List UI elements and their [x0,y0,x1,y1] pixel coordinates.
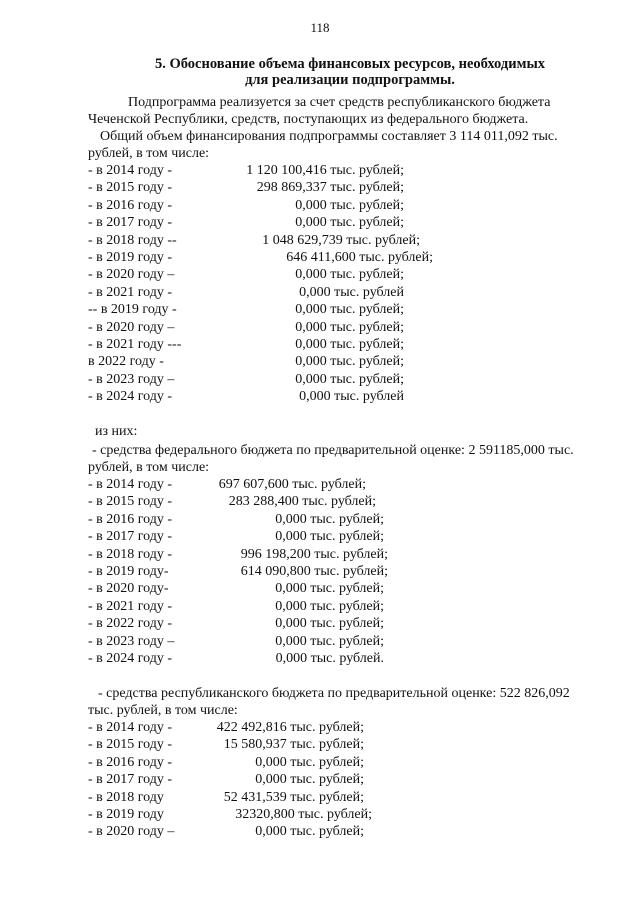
heading-line-1: 5. Обоснование объема финансовых ресурсов, необходимых [154,56,546,72]
year-label: - в 2023 году – [88,633,175,649]
year-label: в 2022 году - [88,354,164,370]
republic-intro-line-1: - средства республиканского бюджета по предварительной оценке: 522 826,092 [98,686,570,701]
amount-value: 1 120 100,416 тыс. рублей; [246,163,404,178]
amount-value: 15 580,937 тыс. рублей; [223,737,364,753]
year-label: - в 2019 году [88,806,164,822]
year-label: - в 2021 году - [88,598,173,614]
year-label: - в 2017 году - [88,529,173,545]
amount-value: 1 048 629,739 тыс. рублей; [262,232,420,248]
amount-value: 0,000 тыс. рублей; [295,215,404,231]
intro-line-2: Чеченской Республики, средств, поступающих из федерального бюджета. [88,112,529,127]
year-label: - в 2014 году - [88,477,173,492]
year-label: - в 2023 году – [88,371,175,387]
amount-value: 0,000 тыс. рублей; [255,772,364,788]
year-label: - в 2016 году - [88,754,173,770]
year-label: - в 2024 году - [88,650,173,666]
year-label: - в 2020 году – [88,824,175,840]
year-label: - в 2021 году --- [88,336,182,352]
amount-value: 0,000 тыс. рублей; [295,319,404,335]
year-label: - в 2018 году [88,789,164,805]
year-label: - в 2020 году- [88,581,169,597]
year-label: - в 2015 году - [88,180,173,196]
intro-line-4: рублей, в том числе: [88,146,210,161]
amount-value: 0,000 тыс. рублей; [295,336,404,352]
amount-value: 0,000 тыс. рублей; [255,824,364,840]
amount-value: 0,000 тыс. рублей [299,389,404,405]
amount-value: 0,000 тыс. рублей; [275,511,384,527]
year-label: - в 2017 году - [88,215,173,231]
year-label: - в 2020 году – [88,319,175,335]
amount-value: 0,000 тыс. рублей; [295,197,404,213]
page-number: 118 [310,20,330,35]
amount-value: 0,000 тыс. рублей; [275,598,384,614]
amount-value: 422 492,816 тыс. рублей; [216,720,364,735]
year-label: - в 2019 году- [88,563,169,579]
amount-value: 0,000 тыс. рублей; [295,354,404,370]
year-label: - в 2017 году - [88,772,173,788]
amount-value: 0,000 тыс. рублей; [295,371,404,387]
year-label: - в 2018 году -- [88,232,177,248]
year-label: - в 2020 году – [88,267,175,283]
federal-intro-line-2: рублей, в том числе: [88,460,210,475]
year-label: - в 2016 году - [88,511,173,527]
section-heading [0,56,640,88]
amount-value: 0,000 тыс. рублей; [275,616,384,632]
amount-value: 646 411,600 тыс. рублей; [286,249,433,265]
year-label: - в 2016 году - [88,197,173,213]
republic-intro-line-2: тыс. рублей, в том числе: [88,703,238,718]
amount-value: 0,000 тыс. рублей. [275,650,384,666]
year-label: -- в 2019 году - [88,302,177,318]
intro-line-1: Подпрограмма реализуется за счет средств республиканского бюджета [128,95,551,110]
amount-value: 0,000 тыс. рублей; [275,633,384,649]
intro-line-3: Общий объем финансирования подпрограммы составляет 3 114 011,092 тыс. [100,129,558,144]
year-label: - в 2015 году - [88,494,173,510]
amount-value: 283 288,400 тыс. рублей; [228,494,376,510]
amount-value: 298 869,337 тыс. рублей; [256,180,404,196]
amount-value: 0,000 тыс. рублей; [275,581,384,597]
amount-value: 0,000 тыс. рублей; [295,302,404,318]
year-label: - в 2021 году - [88,284,173,300]
amount-value: 32320,800 тыс. рублей; [235,806,372,822]
amount-value: 0,000 тыс. рублей [299,284,404,300]
year-label: - в 2015 году - [88,737,173,753]
year-label: - в 2014 году - [88,163,173,178]
amount-value: 0,000 тыс. рублей; [275,529,384,545]
year-label: - в 2022 году - [88,616,173,632]
year-label: - в 2014 году - [88,720,173,735]
year-label: - в 2018 году - [88,546,173,562]
amount-value: 52 431,539 тыс. рублей; [223,789,364,805]
amount-value: 0,000 тыс. рублей; [255,754,364,770]
amount-value: 614 090,800 тыс. рублей; [240,563,388,579]
amount-value: 996 198,200 тыс. рублей; [240,546,388,562]
heading-line-2: для реализации подпрограммы. [245,72,455,88]
year-label: - в 2024 году - [88,389,173,405]
year-label: - в 2019 году - [88,249,173,265]
amount-value: 697 607,600 тыс. рублей; [218,477,366,492]
amount-value: 0,000 тыс. рублей; [295,267,404,283]
of-which-label: из них: [95,424,138,439]
federal-intro-line-1: - средства федерального бюджета по предварительной оценке: 2 591185,000 тыс. [92,443,574,458]
